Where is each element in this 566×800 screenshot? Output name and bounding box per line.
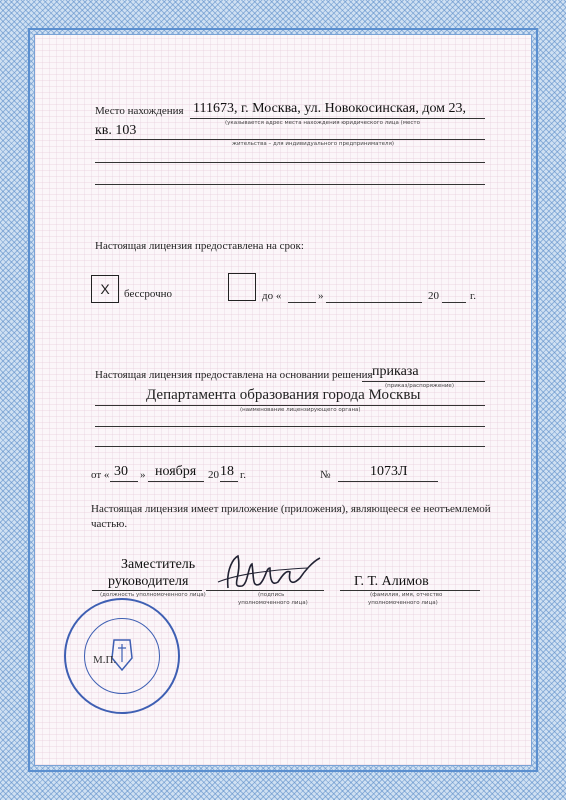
licensing-authority: Департамента образования города Москвы [146,387,421,403]
authority-underline-2 [95,426,485,427]
until-year-suffix: г. [470,290,477,302]
basis-heading: Настоящая лицензия предоставлена на основании решения [95,369,373,381]
term-heading: Настоящая лицензия предоставлена на срок: [95,240,304,252]
address-underline-4 [95,184,485,185]
date-year: 18 [220,464,234,479]
decision-type: приказа [372,364,419,379]
decision-hint: (приказ/распоряжение) [385,383,454,389]
decision-type-underline [362,381,485,382]
authority-underline-3 [95,446,485,447]
address-underline-3 [95,162,485,163]
date-year-underline [220,481,238,482]
date-year-suffix: г. [240,469,247,481]
signatory-position-line2: руководителя [108,574,189,589]
address-hint-2: жительства – для индивидуального предпринимателя) [232,141,395,147]
signatory-position-line1: Заместитель [121,557,196,572]
address-hint-1: (указывается адрес места нахождения юридического лица (место [225,120,420,126]
indefinite-checkbox-mark: X [100,281,110,297]
address-value-line1: 111673, г. Москва, ул. Новокосинская, дом 23, [193,101,467,116]
until-mid: » [318,290,324,302]
date-month: ноября [155,464,197,479]
stamp-emblem [66,600,178,712]
until-day-underline [288,302,316,303]
indefinite-checkbox [91,275,119,303]
until-year-prefix: 20 [428,290,439,302]
name-hint-2: уполномоченного лица) [368,600,438,606]
name-hint-1: (фамилия, имя, отчество [370,592,443,598]
mp-label: М.П. [93,654,117,666]
license-number: 1073Л [370,464,408,479]
indefinite-label: бессрочно [124,288,173,300]
date-month-underline [148,481,204,482]
authority-hint: (наименование лицензирующего органа) [240,407,361,413]
address-underline-2 [95,139,485,140]
until-prefix: до « [262,290,282,302]
address-label: Место нахождения [95,105,184,117]
address-underline-1 [190,118,485,119]
license-number-underline [338,481,438,482]
signature-hint-2: уполномоченного лица) [238,600,308,606]
position-hint: (должность уполномоченного лица) [100,592,206,598]
date-day-underline [110,481,138,482]
authority-underline [95,405,485,406]
signature-underline [206,590,324,591]
name-underline [340,590,480,591]
official-stamp [64,598,180,714]
appendix-line-2: частью. [91,518,128,530]
until-month-underline [326,302,422,303]
position-underline [92,590,202,591]
date-year-prefix: 20 [208,469,219,481]
license-number-label: № [320,469,331,481]
date-prefix: от « [91,469,110,481]
until-checkbox [228,273,256,301]
date-mid: » [140,469,146,481]
signature-hint-1: (подпись [258,592,285,598]
until-year-underline [442,302,466,303]
address-value-line2: кв. 103 [95,123,137,138]
date-day: 30 [114,464,128,479]
signatory-name: Г. Т. Алимов [354,574,429,589]
appendix-line-1: Настоящая лицензия имеет приложение (приложения), являющееся ее неотъемлемой [91,503,491,515]
